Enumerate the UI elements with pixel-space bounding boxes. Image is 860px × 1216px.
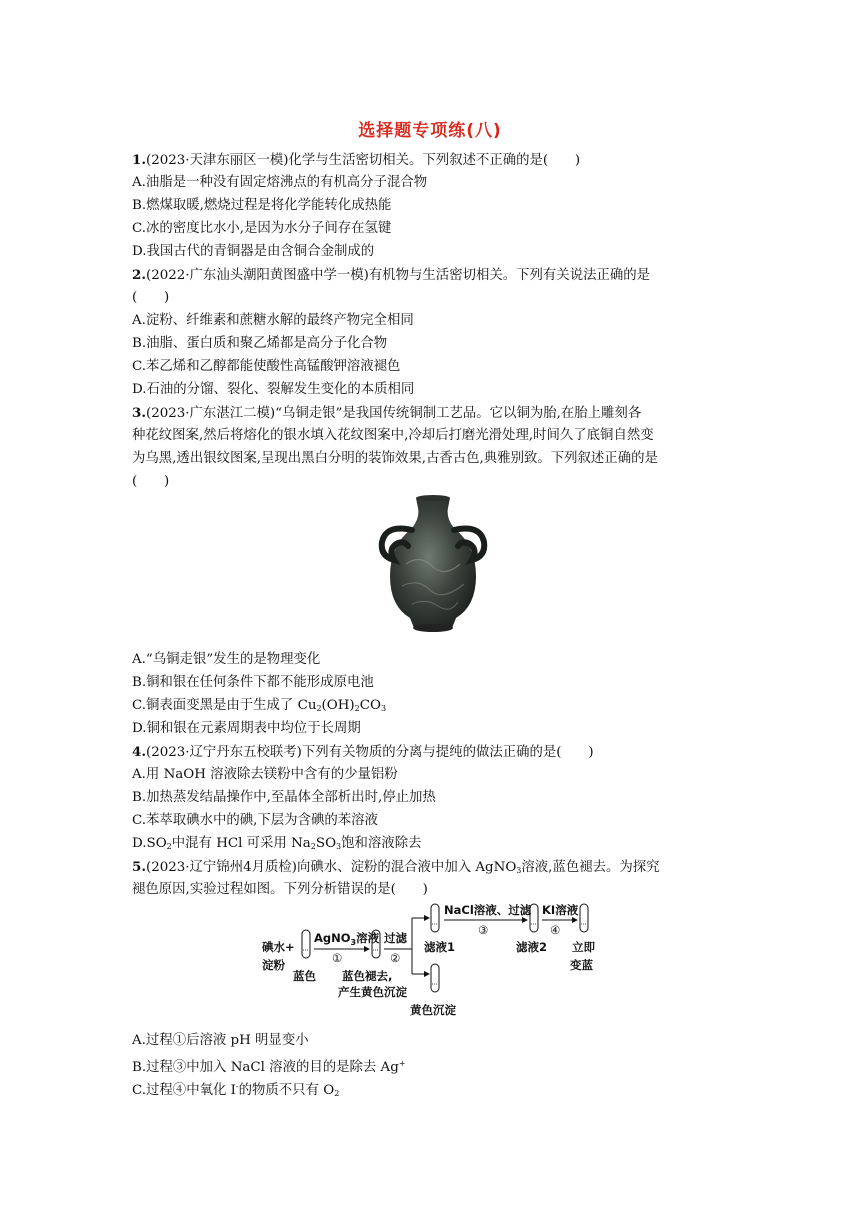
- tube-2-label-1: 蓝色褪去,: [342, 969, 393, 983]
- experiment-flowchart: [258, 898, 618, 1022]
- question-2-option-d: D.石油的分馏、裂化、裂解发生变化的本质相同: [132, 382, 415, 397]
- result-label-2: 变蓝: [570, 958, 593, 972]
- question-2-option-a: A.淀粉、纤维素和蔗糖水解的最终产物完全相同: [132, 313, 414, 328]
- question-4-option-d: $D.SO_2$中混有 HCl 可采用 $Na_2SO_3$饱和溶液除去: [132, 836, 422, 851]
- test-tube-filtrate-1: [431, 904, 439, 932]
- step-2-label: 过滤: [384, 931, 407, 945]
- step-1-reagent: AgNO$_3$溶液: [314, 931, 380, 947]
- test-tube-precipitate: [431, 964, 439, 992]
- test-tube-1: [302, 930, 310, 958]
- step-4-number: ④: [550, 923, 561, 937]
- question-1-option-c: C.冰的密度比水小,是因为水分子间存在氢键: [132, 221, 392, 236]
- tube-2-label-2: 产生黄色沉淀: [338, 985, 407, 999]
- question-3-option-b: B.铜和银在任何条件下都不能形成原电池: [132, 675, 374, 690]
- question-5-option-a: A.过程①后溶液 pH 明显变小: [132, 1033, 309, 1048]
- test-tube-final: [580, 904, 588, 932]
- question-5-option-b: B.过程③中加入 NaCl 溶液的目的是除去 Ag+: [132, 1059, 406, 1075]
- question-4-stem: 4.(2023·辽宁丹东五校联考)下列有关物质的分离与提纯的做法正确的是( ): [132, 744, 594, 760]
- question-3-stem-line-2: 种花纹图案,然后将熔化的银水填入花纹图案中,冷却后打磨光滑处理,时间久了底铜自然变: [132, 428, 654, 443]
- step-2-number: ②: [390, 951, 401, 965]
- question-5-option-c: C.过程④中氧化 I-的物质不只有 $O_2$: [132, 1082, 340, 1098]
- question-4-option-a: A.用 NaOH 溶液除去镁粉中含有的少量铝粉: [132, 767, 398, 782]
- step-3-number: ③: [478, 923, 489, 937]
- question-2-blank: ( ): [132, 290, 170, 305]
- question-4-option-b: B.加热蒸发结晶操作中,至晶体全部析出时,停止加热: [132, 790, 436, 805]
- question-3-option-a: A.“乌铜走银”发生的是物理变化: [132, 652, 321, 667]
- flow-start-top: 碘水+: [262, 940, 295, 954]
- question-5-stem: 5.(2023·辽宁锦州4月质检)向碘水、淀粉的混合液中加入 AgNO$_3$溶液,蓝色褪去。为探究: [132, 859, 660, 875]
- step-1-number: ①: [332, 951, 343, 965]
- flow-start-bottom: 淀粉: [262, 958, 285, 972]
- question-1-stem: 1.(2023·天津东丽区一模)化学与生活密切相关。下列叙述不正确的是( ): [132, 152, 581, 168]
- question-3-option-c: C.铜表面变黑是由于生成了 $Cu_2(OH)_2CO_3$: [132, 698, 387, 713]
- question-3-stem-line-3: 为乌黑,透出银纹图案,呈现出黑白分明的装饰效果,古香古色,典雅别致。下列叙述正确的是: [132, 451, 658, 466]
- page-title: 选择题专项练(八): [358, 121, 502, 141]
- bronze-vase-image: [368, 494, 498, 636]
- question-3-option-d: D.铜和银在元素周期表中均位于长周期: [132, 721, 361, 736]
- filtrate-1-label: 滤液1: [424, 940, 456, 954]
- question-1-option-b: B.燃煤取暖,燃烧过程是将化学能转化成热能: [132, 198, 392, 213]
- question-2-stem: 2.(2022·广东汕头潮阳黄图盛中学一模)有机物与生活密切相关。下列有关说法正确的是: [132, 267, 651, 283]
- question-2-option-c: C.苯乙烯和乙醇都能使酸性高锰酸钾溶液褪色: [132, 359, 401, 374]
- question-5-stem-line-2: 褪色原因,实验过程如图。下列分析错误的是( ): [132, 882, 428, 897]
- question-1-option-d: D.我国古代的青铜器是由含铜合金制成的: [132, 244, 375, 259]
- filtrate-2-label: 滤液2: [516, 940, 548, 954]
- tube-1-label: 蓝色: [293, 969, 316, 983]
- step-4-label: KI溶液: [542, 903, 579, 917]
- question-2-option-b: B.油脂、蛋白质和聚乙烯都是高分子化合物: [132, 336, 388, 351]
- precipitate-label: 黄色沉淀: [410, 1003, 456, 1017]
- question-3-stem: 3.(2023·广东湛江二模)“乌铜走银”是我国传统铜制工艺品。它以铜为胎,在胎上雕刻各: [132, 405, 642, 421]
- question-1-option-a: A.油脂是一种没有固定熔沸点的有机高分子混合物: [132, 175, 428, 190]
- step-3-label: NaCl溶液、过滤: [444, 903, 532, 917]
- result-label-1: 立即: [572, 940, 595, 954]
- question-3-blank: ( ): [132, 474, 170, 489]
- question-4-option-c: C.苯萃取碘水中的碘,下层为含碘的苯溶液: [132, 813, 378, 828]
